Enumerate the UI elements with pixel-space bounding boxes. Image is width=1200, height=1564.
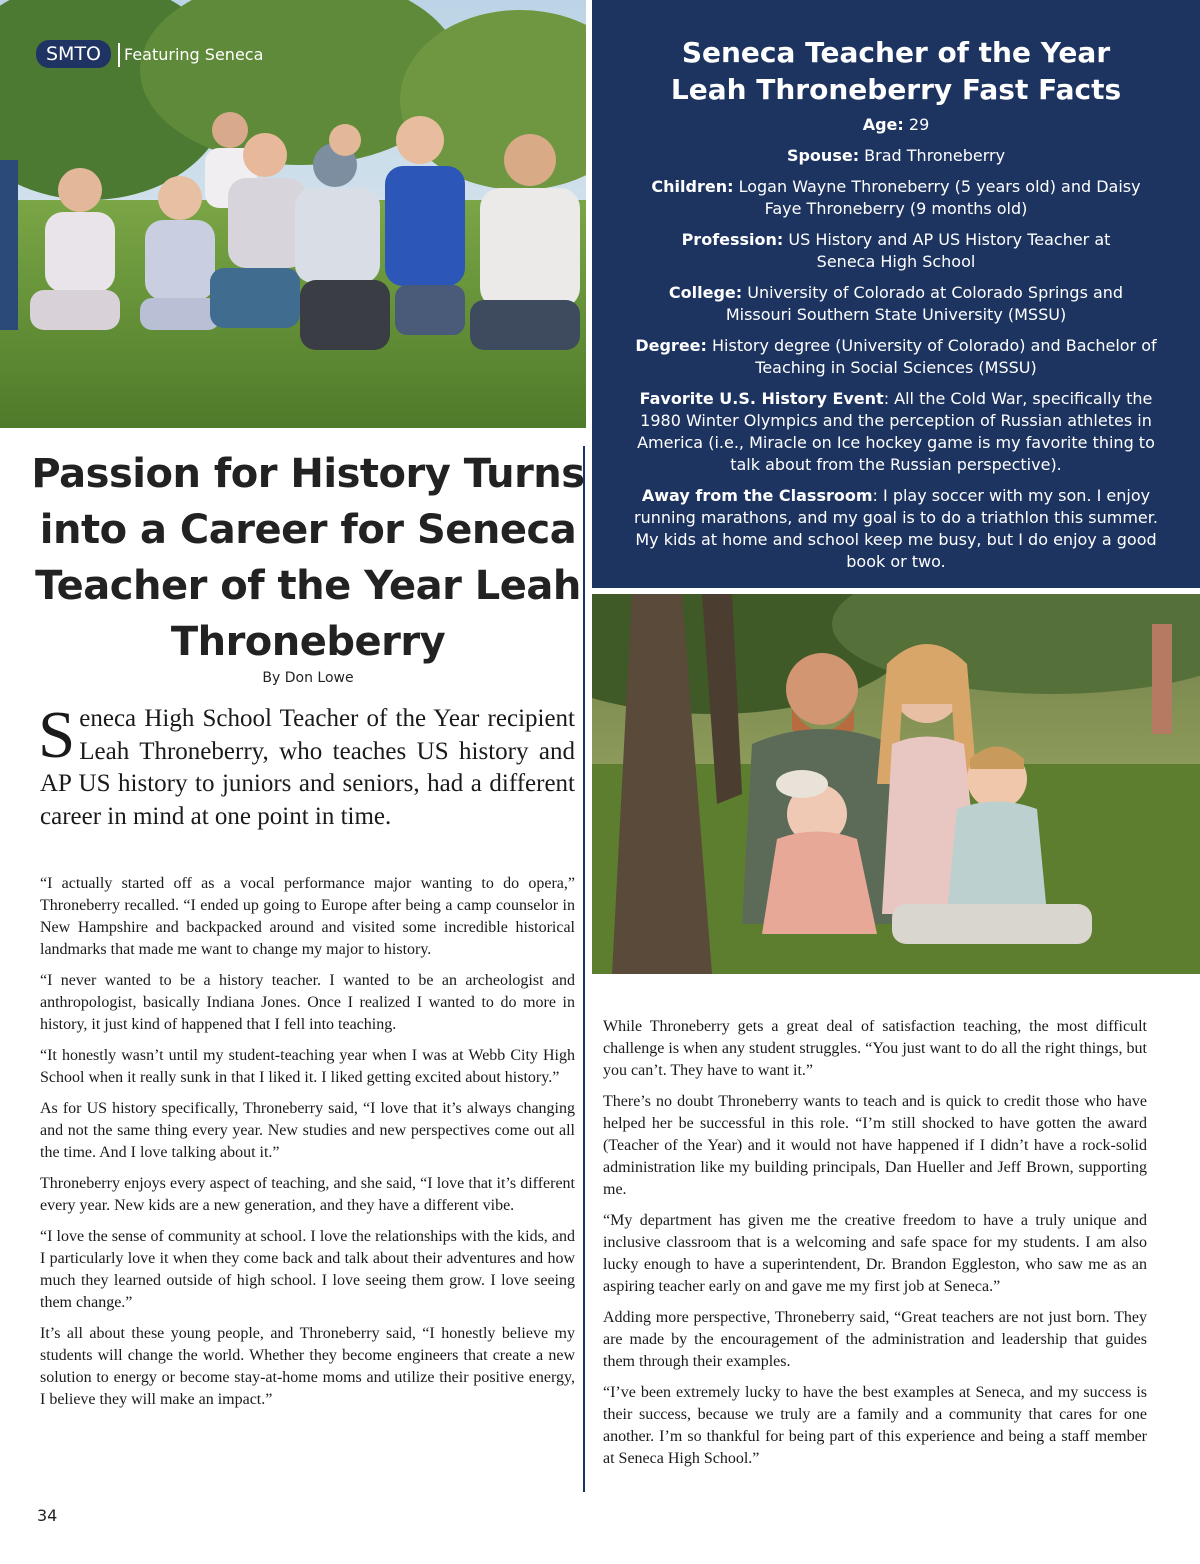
fact-value: US History and AP US History Teacher at Seneca High School	[783, 230, 1111, 271]
fast-facts-panel	[592, 0, 1200, 588]
body-paragraph: “I love the sense of community at school. I love the relationships with the kids, and I particularly love it when they come back and talk about their adventures and how much they learned outside of high school. I love seeing them grow. I love seeing them change.”	[40, 1228, 575, 1311]
fact-value: History degree (University of Colorado) and Bachelor of Teaching in Social Sciences (MSSU)	[706, 336, 1157, 377]
body-paragraph: “I’ve been extremely lucky to have the best examples at Seneca, and my success is their success, because we truly are a family and a community that cares for one another. I’m so thankful for being part of this experience and being a staff member at Seneca High School.”	[603, 1384, 1147, 1467]
fact-label: Profession:	[681, 230, 784, 249]
article-headline: Passion for History Turns into a Career for Seneca Teacher of the Year Leah Throneberry	[31, 451, 585, 665]
fact-college	[646, 282, 1146, 326]
fast-facts-title-line2: Leah Throneberry Fast Facts	[670, 73, 1122, 106]
fact-value: Brad Throneberry	[859, 146, 1006, 165]
lead-paragraph	[38, 698, 575, 833]
fact-label: College:	[668, 283, 743, 302]
body-paragraph: It’s all about these young people, and Throneberry said, “I honestly believe my students will change the world. Whether they become engineers that create a new solution to energy or become stay-at-home moms and utilize their positive energy, I believe they will make an impact.”	[40, 1325, 575, 1408]
fact-profession	[671, 229, 1121, 273]
family-photo-illustration	[592, 594, 1200, 974]
body-paragraph: “My department has given me the creative freedom to have a truly unique and inclusive classroom that is a welcoming and safe space for my students. I am also lucky enough to have a superintendent, Dr. Brandon Eggleston, who saw me as an aspiring teacher early on and gave me my first job at Seneca.”	[603, 1212, 1147, 1295]
body-paragraph: As for US history specifically, Throneberry said, “I love that it’s always changing and not the same thing every year. New studies and new perspectives come out all the time. And I love talking about it.”	[40, 1100, 575, 1161]
body-paragraph: “I never wanted to be a history teacher. I wanted to be an archeologist and anthropologist, basically Indiana Jones. Once I realized I wanted to do more in history, it just kind of happened that I fell into teaching.	[40, 972, 575, 1033]
fact-label: Away from the Classroom	[641, 486, 873, 505]
fast-facts-title-line1: Seneca Teacher of the Year	[681, 36, 1111, 69]
section-label: Featuring Seneca	[124, 45, 264, 64]
fact-label: Children:	[651, 177, 734, 196]
fact-label: Favorite U.S. History Event	[639, 389, 884, 408]
badge-divider	[118, 43, 120, 67]
article-column-right	[603, 1016, 1147, 1479]
fact-degree	[626, 335, 1166, 379]
fact-favorite-event	[631, 388, 1161, 476]
body-paragraph: There’s no doubt Throneberry wants to teach and is quick to credit those who have helped her be successful in this role. “I’m still shocked to have gotten the award (Teacher of the Year) and it would not have happened if I didn’t have a rock-solid administration like my building principals, Dan Hueller and Jeff Brown, supporting me.	[603, 1093, 1147, 1198]
fact-value: 29	[903, 115, 930, 134]
article-column-left	[40, 873, 575, 1420]
body-paragraph: Adding more perspective, Throneberry said, “Great teachers are not just born. They are made by the encouragement of the administration and leadership that guides them through their examples.	[603, 1309, 1147, 1370]
drop-cap: S	[38, 698, 76, 772]
byline: By Don Lowe	[262, 670, 354, 686]
fact-value: University of Colorado at Colorado Springs and Missouri Southern State University (MSSU)	[725, 283, 1124, 324]
fact-age	[616, 114, 1176, 136]
body-paragraph: “It honestly wasn’t until my student-teaching year when I was at Webb City High School when it really sunk in that I liked it. I liked getting excited about history.”	[40, 1047, 575, 1086]
body-paragraph: “I actually started off as a vocal performance major wanting to do opera,” Throneberry recalled. “I ended up going to Europe after being a camp counselor in New Hampshire and backpacked around and visited some incredible historical landmarks that made me want to change my major to history.	[40, 875, 575, 958]
fact-away-from-classroom	[631, 485, 1161, 573]
family-photo	[592, 594, 1200, 974]
fact-value: Logan Wayne Throneberry (5 years old) and Daisy Faye Throneberry (9 months old)	[733, 177, 1141, 218]
body-paragraph: While Throneberry gets a great deal of satisfaction teaching, the most difficult challenge is when any student struggles. “You just want to do all the right things, but you can’t. They have to want it.”	[603, 1018, 1147, 1079]
fact-value: : All the Cold War, specifically the 1980 Winter Olympics and the perception of Russian athletes in America (i.e., Miracle on Ice hockey game is my favorite thing to talk about from the Russian perspective).	[637, 389, 1155, 474]
body-paragraph: Throneberry enjoys every aspect of teaching, and she said, “I love that it’s different every year. New kids are a new generation, and they have a different vibe.	[40, 1175, 575, 1214]
lead-text: eneca High School Teacher of the Year recipient Leah Throneberry, who teaches US history and AP US history to juniors and seniors, had a different career in mind at one point in time.	[40, 705, 575, 830]
fact-label: Spouse:	[786, 146, 860, 165]
fact-value: : I play soccer with my son. I enjoy running marathons, and my goal is to do a triathlon this summer. My kids at home and school keep me busy, but I do enjoy a good book or two.	[634, 486, 1158, 571]
fast-facts-title	[592, 34, 1200, 108]
fact-spouse	[616, 145, 1176, 167]
fact-children	[646, 176, 1146, 220]
fact-label: Degree:	[635, 336, 707, 355]
page-number: 34	[37, 1506, 58, 1525]
fact-label: Age:	[862, 115, 904, 134]
section-badge: SMTO	[36, 40, 111, 68]
